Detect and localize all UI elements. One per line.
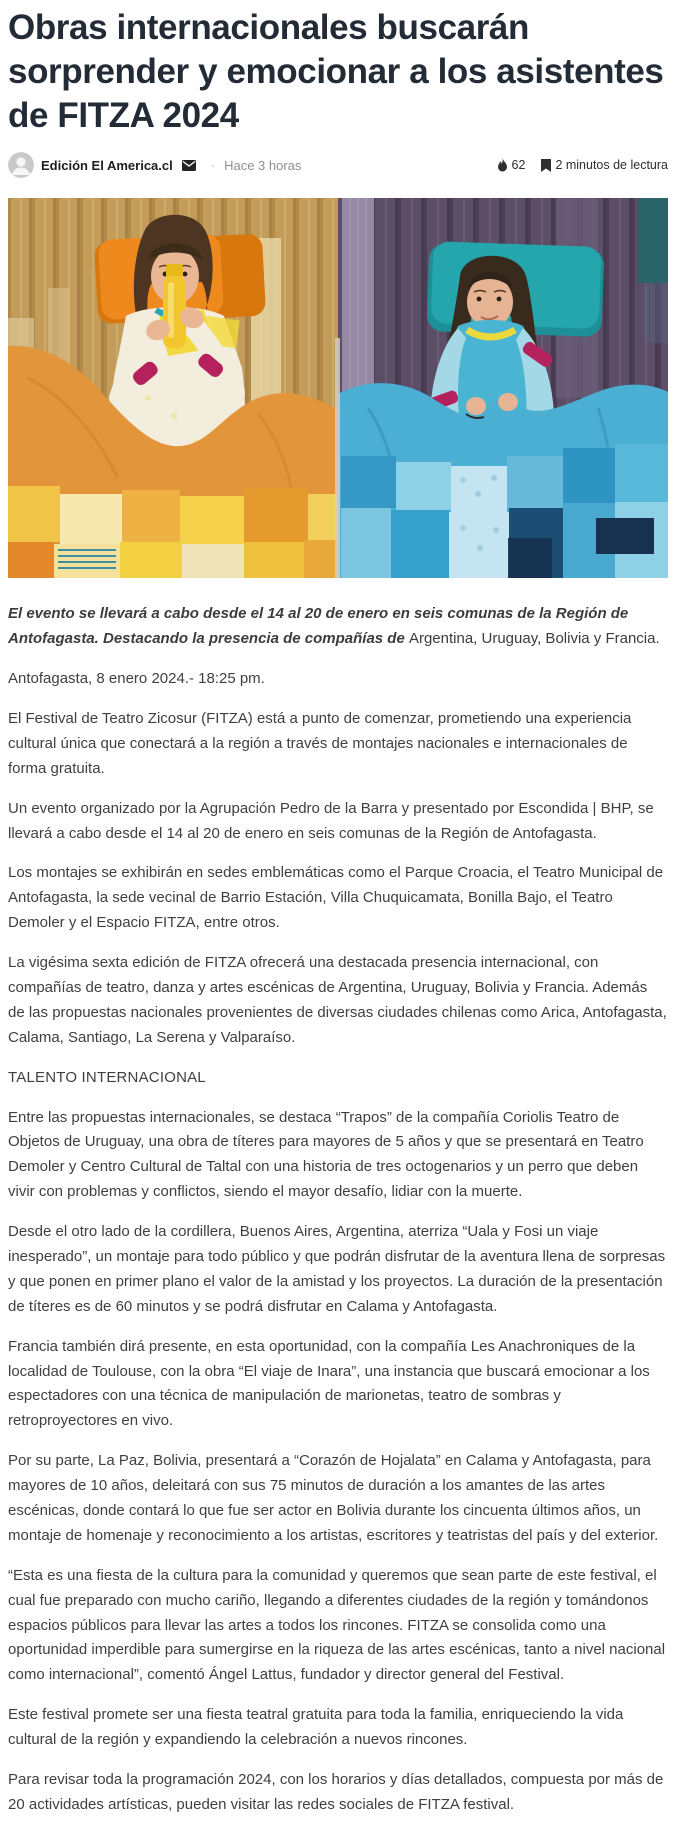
- hero-left-scene: [8, 198, 338, 578]
- paragraph: El Festival de Teatro Zicosur (FITZA) está a punto de comenzar, prometiendo una experiencia cultural única que conectará a la región a través de montajes nacionales e internacionales de forma gratuita.: [8, 709, 632, 777]
- page-title: Obras internacionales buscarán sorprender y emocionar a los asistentes de FITZA 2024: [8, 8, 664, 136]
- hero-right-scene: [338, 198, 668, 578]
- paragraph-dateline: Antofagasta, 8 enero 2024.- 18:25 pm.: [8, 670, 265, 688]
- lead-paragraph: [8, 602, 668, 652]
- paragraph: Francia también dirá presente, en esta oportunidad, con la compañía Les Anachroniques de la localidad de Toulouse, con la obra “El viaje de Inara”, una instancia que buscará emocionar a los espectadores con una técnica de manipulación de marionetas, teatro de sombras y retroproyectores en vivo.: [8, 1337, 650, 1430]
- views-count: 62: [511, 158, 526, 173]
- lead-italic-text: El evento se llevará a cabo desde el 14 al 20 de enero en seis comunas de la Región de Antofagasta. Destacando la presencia de compañías de: [8, 605, 629, 648]
- hero-photo-illustration: [8, 198, 668, 578]
- byline: [8, 152, 668, 178]
- paragraph: Entre las propuestas internacionales, se destaca “Trapos” de la compañía Coriolis Teatro de Objetos de Uruguay, una obra de títeres para mayores de 5 años y que se presentará en Teatro Demoler y Centro Cultural de Taltal con una historia de tres octogenarios y un perro que deben vivir con problemas y conflictos, siendo el mayor desafío, lidiar con la muerte.: [8, 1108, 644, 1201]
- paragraph: Para revisar toda la programación 2024, con los horarios y días detallados, compuesta por más de 20 actividades artísticas, pueden visitar las redes sociales de FITZA festival.: [8, 1771, 664, 1813]
- views-meta: [497, 158, 526, 172]
- envelope-icon[interactable]: [182, 160, 196, 171]
- bookmark-icon: [541, 159, 551, 172]
- paragraph: Un evento organizado por la Agrupación Pedro de la Barra y presentado por Escondida | BHP, se llevará a cabo desde el 14 al 20 de enero en seis comunas de la Región de Antofagasta.: [8, 799, 654, 842]
- paragraph: “Esta es una fiesta de la cultura para la comunidad y queremos que sean parte de este festival, el cual fue preparado con mucho cariño, llegando a diferentes ciudades de la región y tomándonos espacios públicos para llevar las artes a todos los rincones. FITZA se consolida como una oportunidad imperdible para sumergirse en la riqueza de las artes escénicas, tanto a nivel nacional como internacional”, comentó Ángel Lattus, fundador y director general del Festival.: [8, 1566, 666, 1684]
- avatar[interactable]: [8, 152, 34, 178]
- byline-meta-group: [497, 158, 668, 172]
- section-heading: TALENTO INTERNACIONAL: [8, 1068, 206, 1086]
- byline-author-group: [8, 152, 301, 178]
- paragraph: Por su parte, La Paz, Bolivia, presentará a “Corazón de Hojalata” en Calama y Antofagasta, para mayores de 10 años, deleitará con sus 75 minutos de duración a los amantes de las artes escénicas, donde contará lo que fue ser actor en Bolivia durante los cincuenta últimos años, un montaje de homenaje y reconocimiento a los artistas, escritores y teatristas del país y del exterior.: [8, 1452, 659, 1544]
- paragraph: Este festival promete ser una fiesta teatral gratuita para toda la familia, enriqueciendo la vida cultural de la región y expandiendo la celebración a nuevos rincones.: [8, 1706, 624, 1749]
- hero-image: [8, 198, 668, 578]
- paragraph: Desde el otro lado de la cordillera, Buenos Aires, Argentina, aterriza “Uala y Fosi un viaje inesperado”, un montaje para todo público y que podrán disfrutar de la aventura llena de sorpresas y que ponen en primer plano el valor de la amistad y los proyectos. La duración de la presentación de títeres es de 60 minutos y se podrá disfrutar en Calama y Antofagasta.: [8, 1223, 666, 1315]
- read-time-meta: [541, 158, 668, 172]
- flame-icon: [497, 158, 508, 172]
- byline-separator: ·: [210, 157, 216, 173]
- read-time-label: 2 minutos de lectura: [555, 158, 668, 173]
- paragraph: Los montajes se exhibirán en sedes emblemáticas como el Parque Croacia, el Teatro Municipal de Antofagasta, la sede vecinal de Barrio Estación, Villa Chuquicamata, Bonilla Bajo, el Teatro Demoler y el Espacio FITZA, entre otros.: [8, 864, 664, 932]
- paragraph: La vigésima sexta edición de FITZA ofrecerá una destacada presencia internacional, con compañías de teatro, danza y artes escénicas de Argentina, Uruguay, Bolivia y Francia. Además de las propuestas nacionales provenientes de diversas ciudades chilenas como Arica, Antofagasta, Calama, Santiago, La Serena y Valparaíso.: [8, 954, 667, 1046]
- lead-regular-text: Argentina, Uruguay, Bolivia y Francia.: [408, 630, 660, 648]
- author-name[interactable]: Edición El America.cl: [41, 157, 173, 173]
- time-ago: Hace 3 horas: [224, 157, 302, 173]
- user-avatar-icon: [8, 152, 34, 178]
